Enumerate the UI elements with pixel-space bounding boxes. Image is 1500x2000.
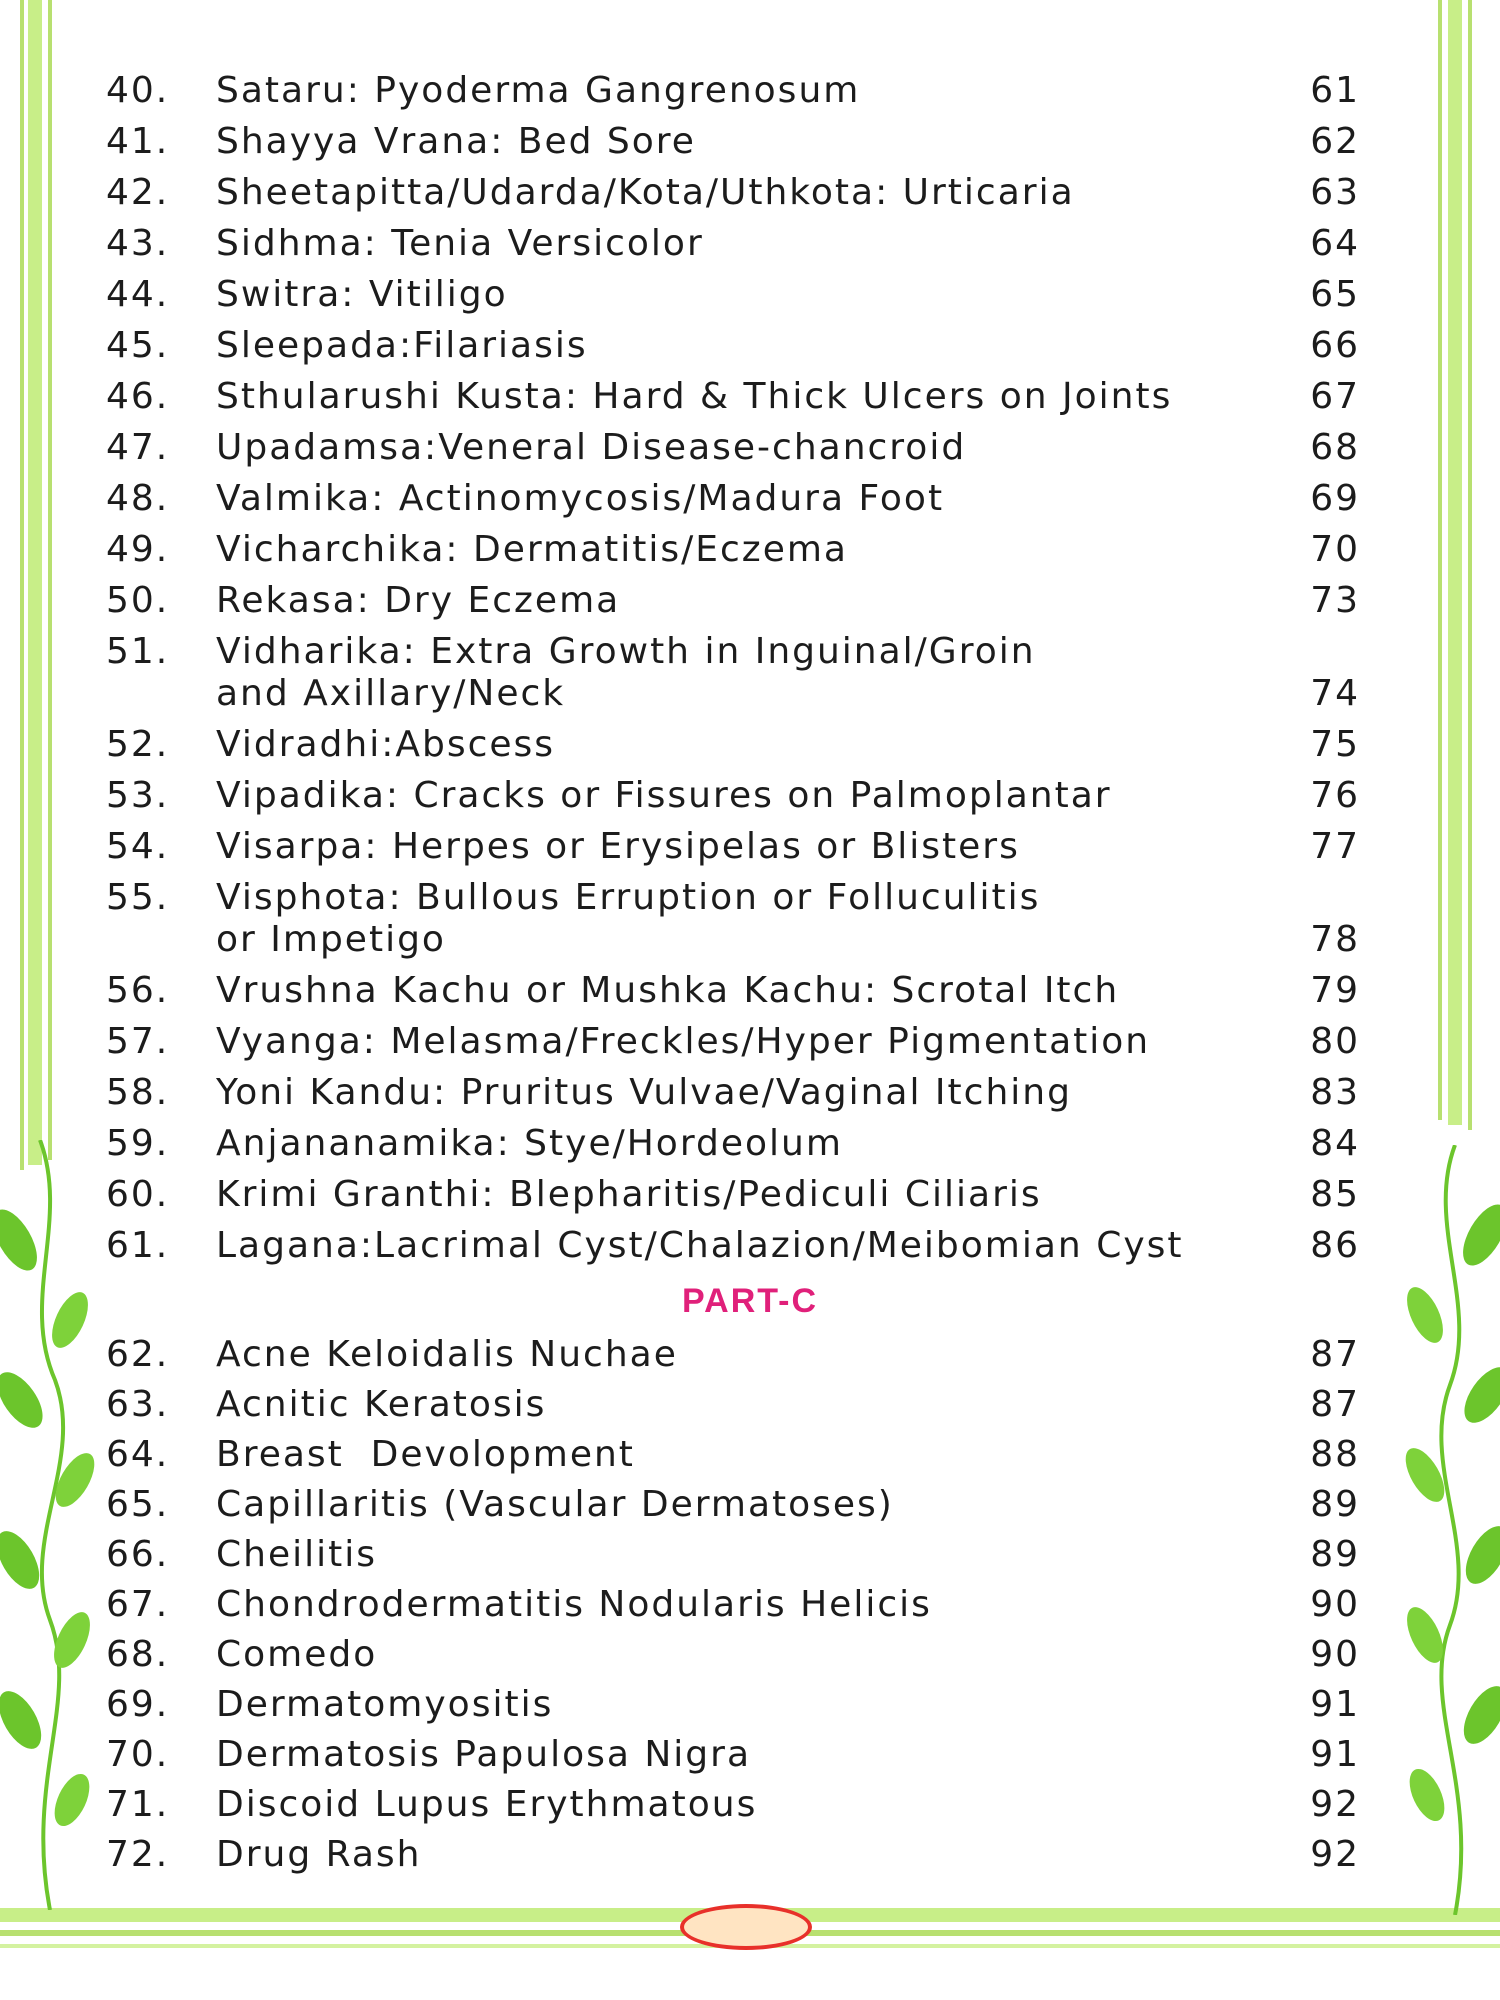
entry-number: 70. bbox=[106, 1734, 170, 1775]
entry-title: Drug Rash bbox=[216, 1834, 422, 1875]
entry-number: 69. bbox=[106, 1684, 170, 1725]
entry-title-line-2: or Impetigo bbox=[216, 919, 446, 960]
entry-number: 57. bbox=[106, 1021, 170, 1062]
entry-number: 71. bbox=[106, 1784, 170, 1825]
entry-number: 59. bbox=[106, 1123, 170, 1164]
entry-number: 53. bbox=[106, 775, 170, 816]
entry-number: 48. bbox=[106, 478, 170, 519]
entry-number: 62. bbox=[106, 1334, 170, 1375]
entry-page: 77 bbox=[1310, 826, 1360, 867]
entry-title-line-1: Visphota: Bullous Erruption or Folluculitis bbox=[216, 877, 1041, 918]
entry-page: 79 bbox=[1310, 970, 1360, 1011]
frame-left-inner-line bbox=[48, 0, 52, 1160]
entry-number: 55. bbox=[106, 877, 170, 918]
vine-decoration-left bbox=[0, 1140, 110, 1910]
entry-page: 75 bbox=[1310, 724, 1360, 765]
entry-number: 51. bbox=[106, 631, 170, 672]
frame-left-outer-line bbox=[20, 0, 24, 1170]
entry-page: 64 bbox=[1310, 223, 1360, 264]
entry-page: 83 bbox=[1310, 1072, 1360, 1113]
entry-number: 45. bbox=[106, 325, 170, 366]
entry-title: Discoid Lupus Erythmatous bbox=[216, 1784, 758, 1825]
frame-right-inner-line bbox=[1438, 0, 1442, 1120]
entry-number: 61. bbox=[106, 1225, 170, 1266]
entry-page: 89 bbox=[1310, 1484, 1360, 1525]
entry-number: 72. bbox=[106, 1834, 170, 1875]
frame-right-border bbox=[1448, 0, 1462, 1125]
entry-number: 40. bbox=[106, 70, 170, 111]
entry-number: 43. bbox=[106, 223, 170, 264]
entry-number: 52. bbox=[106, 724, 170, 765]
entry-page: 92 bbox=[1310, 1784, 1360, 1825]
entry-number: 66. bbox=[106, 1534, 170, 1575]
entry-title: Cheilitis bbox=[216, 1534, 377, 1575]
entry-title: Upadamsa:Veneral Disease-chancroid bbox=[216, 427, 967, 468]
entry-title: Rekasa: Dry Eczema bbox=[216, 580, 621, 621]
entry-page: 68 bbox=[1310, 427, 1360, 468]
entry-page: 88 bbox=[1310, 1434, 1360, 1475]
entry-page: 87 bbox=[1310, 1334, 1360, 1375]
entry-number: 49. bbox=[106, 529, 170, 570]
entry-title: Vidradhi:Abscess bbox=[216, 724, 556, 765]
entry-page: 86 bbox=[1310, 1225, 1360, 1266]
entry-title: Dermatomyositis bbox=[216, 1684, 554, 1725]
vine-decoration-right bbox=[1395, 1145, 1500, 1915]
entry-title: Acne Keloidalis Nuchae bbox=[216, 1334, 678, 1375]
entry-page: 73 bbox=[1310, 580, 1360, 621]
entry-page: 90 bbox=[1310, 1634, 1360, 1675]
entry-page: 76 bbox=[1310, 775, 1360, 816]
frame-left-border bbox=[28, 0, 42, 1165]
entry-number: 63. bbox=[106, 1384, 170, 1425]
entry-title: Chondrodermatitis Nodularis Helicis bbox=[216, 1584, 932, 1625]
entry-title-line-1: Vidharika: Extra Growth in Inguinal/Groin bbox=[216, 631, 1036, 672]
entry-page: 90 bbox=[1310, 1584, 1360, 1625]
entry-page: 91 bbox=[1310, 1684, 1360, 1725]
entry-page: 74 bbox=[1310, 673, 1360, 714]
entry-number: 56. bbox=[106, 970, 170, 1011]
entry-title: Sleepada:Filariasis bbox=[216, 325, 588, 366]
entry-page: 78 bbox=[1310, 919, 1360, 960]
entry-number: 41. bbox=[106, 121, 170, 162]
entry-number: 67. bbox=[106, 1584, 170, 1625]
entry-page: 87 bbox=[1310, 1384, 1360, 1425]
entry-title: Sheetapitta/Udarda/Kota/Uthkota: Urticaria bbox=[216, 172, 1075, 213]
entry-page: 91 bbox=[1310, 1734, 1360, 1775]
part-heading: PART-C bbox=[681, 1282, 819, 1320]
entry-title: Shayya Vrana: Bed Sore bbox=[216, 121, 696, 162]
entry-title bbox=[216, 877, 1256, 961]
entry-title: Valmika: Actinomycosis/Madura Foot bbox=[216, 478, 945, 519]
entry-title: Acnitic Keratosis bbox=[216, 1384, 547, 1425]
entry-number: 44. bbox=[106, 274, 170, 315]
entry-title: Breast Devolopment bbox=[216, 1434, 635, 1475]
entry-number: 65. bbox=[106, 1484, 170, 1525]
entry-page: 92 bbox=[1310, 1834, 1360, 1875]
entry-page: 84 bbox=[1310, 1123, 1360, 1164]
entry-number: 60. bbox=[106, 1174, 170, 1215]
entry-number: 46. bbox=[106, 376, 170, 417]
entry-page: 80 bbox=[1310, 1021, 1360, 1062]
entry-title: Dermatosis Papulosa Nigra bbox=[216, 1734, 752, 1775]
entry-title bbox=[216, 631, 1256, 715]
entry-page: 62 bbox=[1310, 121, 1360, 162]
entry-title: Vrushna Kachu or Mushka Kachu: Scrotal Itch bbox=[216, 970, 1120, 1011]
entry-title: Vicharchika: Dermatitis/Eczema bbox=[216, 529, 848, 570]
entry-title: Sthularushi Kusta: Hard & Thick Ulcers on Joints bbox=[216, 376, 1173, 417]
entry-page: 65 bbox=[1310, 274, 1360, 315]
entry-title-line-2: and Axillary/Neck bbox=[216, 673, 566, 714]
entry-page: 89 bbox=[1310, 1534, 1360, 1575]
entry-title: Vyanga: Melasma/Freckles/Hyper Pigmentation bbox=[216, 1021, 1151, 1062]
entry-title: Lagana:Lacrimal Cyst/Chalazion/Meibomian Cyst bbox=[216, 1225, 1184, 1266]
entry-title: Yoni Kandu: Pruritus Vulvae/Vaginal Itching bbox=[216, 1072, 1072, 1113]
entry-title: Switra: Vitiligo bbox=[216, 274, 508, 315]
entry-number: 42. bbox=[106, 172, 170, 213]
entry-title: Visarpa: Herpes or Erysipelas or Blisters bbox=[216, 826, 1020, 867]
entry-page: 69 bbox=[1310, 478, 1360, 519]
entry-number: 54. bbox=[106, 826, 170, 867]
entry-page: 63 bbox=[1310, 172, 1360, 213]
entry-title: Capillaritis (Vascular Dermatoses) bbox=[216, 1484, 894, 1525]
entry-number: 58. bbox=[106, 1072, 170, 1113]
frame-right-outer-line bbox=[1468, 0, 1472, 1130]
entry-title: Sataru: Pyoderma Gangrenosum bbox=[216, 70, 861, 111]
entry-page: 66 bbox=[1310, 325, 1360, 366]
entry-page: 70 bbox=[1310, 529, 1360, 570]
entry-page: 85 bbox=[1310, 1174, 1360, 1215]
entry-number: 50. bbox=[106, 580, 170, 621]
entry-title: Krimi Granthi: Blepharitis/Pediculi Ciliaris bbox=[216, 1174, 1042, 1215]
entry-number: 64. bbox=[106, 1434, 170, 1475]
entry-title: Comedo bbox=[216, 1634, 378, 1675]
entry-title: Sidhma: Tenia Versicolor bbox=[216, 223, 704, 264]
page-number-oval bbox=[680, 1904, 812, 1950]
entry-page: 67 bbox=[1310, 376, 1360, 417]
entry-number: 47. bbox=[106, 427, 170, 468]
entry-title: Vipadika: Cracks or Fissures on Palmoplantar bbox=[216, 775, 1112, 816]
entry-title: Anjananamika: Stye/Hordeolum bbox=[216, 1123, 843, 1164]
entry-number: 68. bbox=[106, 1634, 170, 1675]
entry-page: 61 bbox=[1310, 70, 1360, 111]
